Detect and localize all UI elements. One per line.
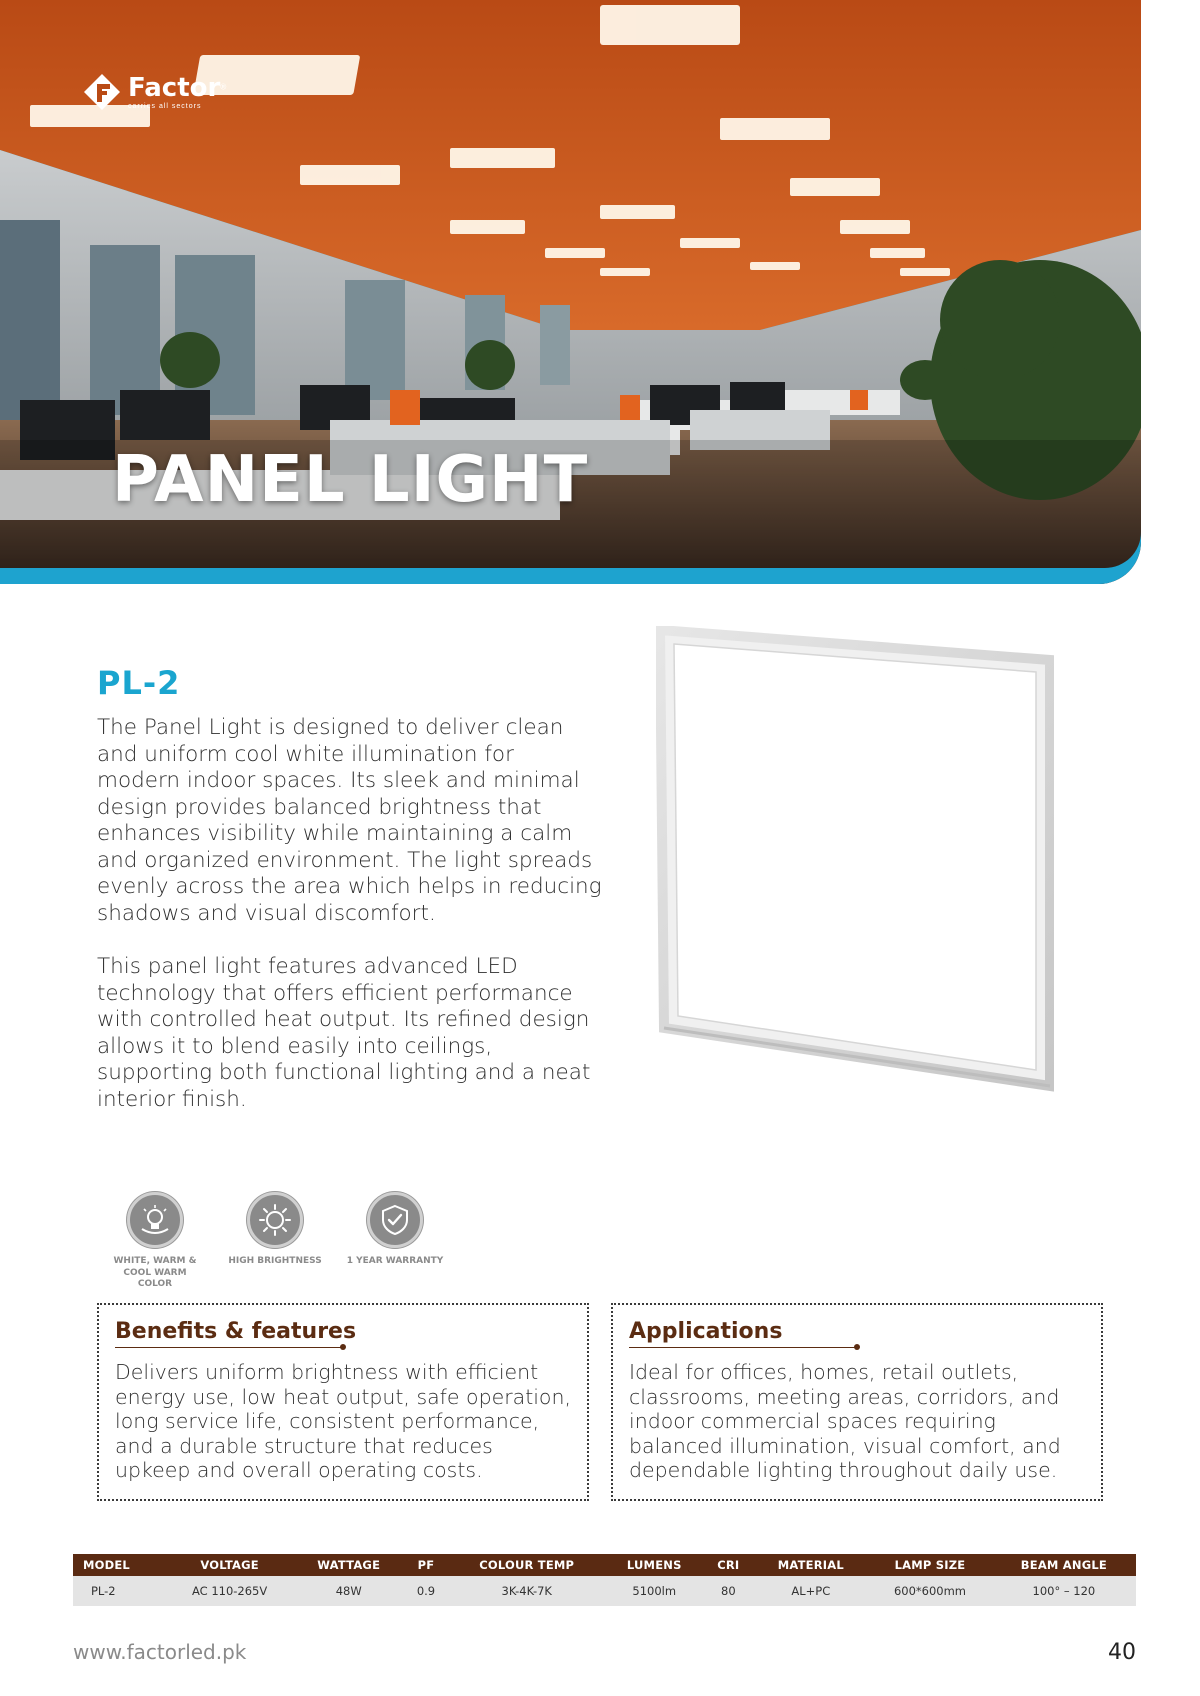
table-cell: AC 110-265V xyxy=(166,1576,294,1606)
shield-check-icon xyxy=(367,1192,423,1248)
column-header: VOLTAGE xyxy=(166,1554,294,1576)
feature-icons xyxy=(95,1192,455,1291)
feature-label: WHITE, WARM & COOL WARM COLOR xyxy=(113,1256,197,1289)
table-cell: 3K-4K-7K xyxy=(448,1576,605,1606)
column-header: LAMP SIZE xyxy=(868,1554,992,1576)
column-header: CRI xyxy=(703,1554,753,1576)
table-cell: PL-2 xyxy=(73,1576,166,1606)
website-link[interactable]: www.factorled.pk xyxy=(73,1640,247,1664)
hero-banner xyxy=(0,0,1141,584)
applications-heading: Applications xyxy=(629,1319,783,1344)
brand-logo xyxy=(82,72,226,112)
factor-logo-icon xyxy=(82,72,122,112)
product-description-2: This panel light features advanced LED technology that offers efficient performance with controlled heat output. Its refined design allows it to blend easily into ceilings, supporting both functional lighting and a neat interior finish. xyxy=(97,954,591,1112)
table-cell: AL+PC xyxy=(753,1576,868,1606)
benefits-box xyxy=(97,1303,589,1501)
spec-table xyxy=(73,1554,1136,1606)
table-cell: 80 xyxy=(703,1576,753,1606)
applications-text: Ideal for offices, homes, retail outlets, classrooms, meeting areas, corridors, and indoor commercial spaces requiring balanced illumination, visual comfort, and dependable lighting throughout daily use. xyxy=(629,1360,1061,1482)
feature-label: 1 YEAR WARRANTY xyxy=(346,1256,444,1266)
benefits-heading: Benefits & features xyxy=(115,1319,357,1344)
brand-name: Factor xyxy=(128,72,221,103)
column-header: MATERIAL xyxy=(753,1554,868,1576)
heading-underline xyxy=(629,1347,857,1348)
column-header: COLOUR TEMP xyxy=(448,1554,605,1576)
feature-label: HIGH BRIGHTNESS xyxy=(228,1256,322,1266)
page-number: 40 xyxy=(1108,1640,1136,1665)
feature-warranty xyxy=(335,1192,455,1291)
bulb-color-icon xyxy=(127,1192,183,1248)
table-cell: 48W xyxy=(294,1576,404,1606)
column-header: WATTAGE xyxy=(294,1554,404,1576)
column-header: MODEL xyxy=(73,1554,166,1576)
brand-trademark: ® xyxy=(220,82,227,92)
column-header: LUMENS xyxy=(605,1554,703,1576)
heading-underline xyxy=(115,1347,343,1348)
column-header: BEAM ANGLE xyxy=(992,1554,1136,1576)
sun-brightness-icon xyxy=(247,1192,303,1248)
panel-light-image xyxy=(656,626,1054,1096)
table-cell: 0.9 xyxy=(404,1576,449,1606)
table-row xyxy=(73,1576,1136,1606)
table-cell: 5100lm xyxy=(605,1576,703,1606)
feature-color xyxy=(95,1192,215,1291)
column-header: PF xyxy=(404,1554,449,1576)
benefits-text: Delivers uniform brightness with efficient energy use, low heat output, safe operation, long service life, consistent performance, and a durable structure that reduces upkeep and overall operating costs. xyxy=(115,1360,571,1482)
spec-header-row xyxy=(73,1554,1136,1576)
feature-brightness xyxy=(215,1192,335,1291)
brand-tagline: carries all sectors xyxy=(128,102,202,110)
product-description-1: The Panel Light is designed to deliver clean and uniform cool white illumination for modern indoor spaces. Its sleek and minimal design provides balanced brightness that enhances visibility while maintaining a calm and organized environment. The light spreads evenly across the area which helps in reducing shadows and visual discomfort. xyxy=(97,715,602,926)
page-title: PANEL LIGHT xyxy=(112,443,589,517)
applications-box xyxy=(611,1303,1103,1501)
model-heading: PL-2 xyxy=(97,664,181,702)
table-cell: 100° – 120 xyxy=(992,1576,1136,1606)
table-cell: 600*600mm xyxy=(868,1576,992,1606)
